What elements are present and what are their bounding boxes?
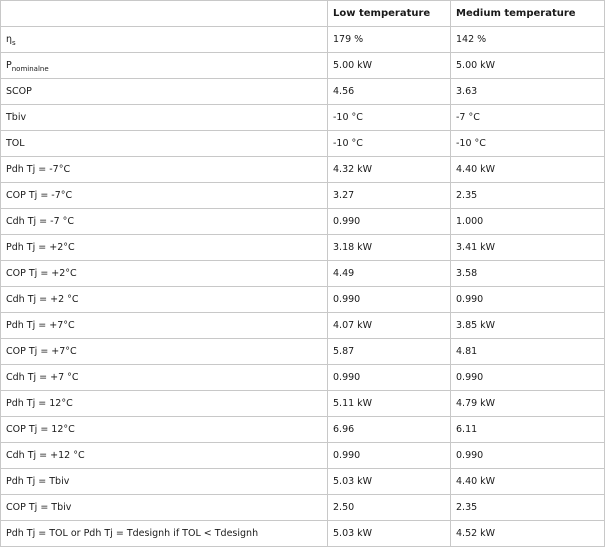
table-row <box>1 469 605 495</box>
medium-temperature-value: 0.990 <box>451 365 605 391</box>
table-row <box>1 365 605 391</box>
param-cell <box>1 105 328 131</box>
table-row <box>1 183 605 209</box>
medium-temperature-value: 4.52 kW <box>451 521 605 547</box>
param-label: Pdh Tj = +2°C <box>6 241 75 253</box>
low-temperature-value: 179 % <box>328 27 451 53</box>
header-row <box>1 1 605 27</box>
table-row <box>1 209 605 235</box>
param-label: SCOP <box>6 85 32 97</box>
medium-temperature-value: 4.40 kW <box>451 469 605 495</box>
param-label: Cdh Tj = +2 °C <box>6 293 79 305</box>
param-label: η <box>6 33 13 45</box>
table-row <box>1 27 605 53</box>
param-label: Cdh Tj = -7 °C <box>6 215 75 227</box>
param-cell <box>1 313 328 339</box>
low-temperature-value: 0.990 <box>328 365 451 391</box>
medium-temperature-value: 142 % <box>451 27 605 53</box>
table-row <box>1 443 605 469</box>
medium-temperature-value: -10 °C <box>451 131 605 157</box>
header-low-temperature: Low temperature <box>328 1 451 27</box>
low-temperature-value: 5.87 <box>328 339 451 365</box>
param-cell <box>1 287 328 313</box>
param-label: Pdh Tj = 12°C <box>6 397 73 409</box>
medium-temperature-value: 4.81 <box>451 339 605 365</box>
table-row <box>1 261 605 287</box>
param-cell <box>1 209 328 235</box>
low-temperature-value: 4.49 <box>328 261 451 287</box>
medium-temperature-value: 3.58 <box>451 261 605 287</box>
param-cell <box>1 79 328 105</box>
table-row <box>1 131 605 157</box>
medium-temperature-value: 0.990 <box>451 287 605 313</box>
medium-temperature-value: 3.85 kW <box>451 313 605 339</box>
param-cell <box>1 469 328 495</box>
low-temperature-value: 0.990 <box>328 209 451 235</box>
param-cell <box>1 53 328 79</box>
param-cell <box>1 261 328 287</box>
param-cell <box>1 417 328 443</box>
table-row <box>1 521 605 547</box>
low-temperature-value: 4.07 kW <box>328 313 451 339</box>
param-label: Pdh Tj = -7°C <box>6 163 71 175</box>
param-subscript: nominalne <box>11 64 49 73</box>
medium-temperature-value: 4.40 kW <box>451 157 605 183</box>
medium-temperature-value: 2.35 <box>451 183 605 209</box>
table-row <box>1 287 605 313</box>
low-temperature-value: 3.18 kW <box>328 235 451 261</box>
medium-temperature-value: 3.41 kW <box>451 235 605 261</box>
low-temperature-value: 5.03 kW <box>328 469 451 495</box>
param-label: COP Tj = 12°C <box>6 423 75 435</box>
medium-temperature-value: -7 °C <box>451 105 605 131</box>
param-cell <box>1 521 328 547</box>
table-row <box>1 105 605 131</box>
param-label: Pdh Tj = +7°C <box>6 319 75 331</box>
low-temperature-value: 2.50 <box>328 495 451 521</box>
param-cell <box>1 443 328 469</box>
header-medium-temperature: Medium temperature <box>451 1 605 27</box>
param-subscript: s <box>12 38 16 47</box>
param-cell <box>1 157 328 183</box>
low-temperature-value: 6.96 <box>328 417 451 443</box>
low-temperature-value: -10 °C <box>328 131 451 157</box>
medium-temperature-value: 2.35 <box>451 495 605 521</box>
medium-temperature-value: 3.63 <box>451 79 605 105</box>
table-row <box>1 417 605 443</box>
medium-temperature-value: 4.79 kW <box>451 391 605 417</box>
param-cell <box>1 339 328 365</box>
param-label: COP Tj = +7°C <box>6 345 77 357</box>
low-temperature-value: 0.990 <box>328 443 451 469</box>
medium-temperature-value: 6.11 <box>451 417 605 443</box>
param-cell <box>1 131 328 157</box>
param-label: Pdh Tj = Tbiv <box>6 475 70 487</box>
table-body <box>1 27 605 547</box>
table-row <box>1 495 605 521</box>
param-label: Cdh Tj = +7 °C <box>6 371 79 383</box>
param-label: Cdh Tj = +12 °C <box>6 449 85 461</box>
param-cell <box>1 365 328 391</box>
table-row <box>1 157 605 183</box>
table-row <box>1 79 605 105</box>
param-label: Pdh Tj = TOL or Pdh Tj = Tdesignh if TOL < Tdesignh <box>6 527 259 539</box>
medium-temperature-value: 5.00 kW <box>451 53 605 79</box>
header-parameter <box>1 1 328 27</box>
table-row <box>1 391 605 417</box>
table-row <box>1 313 605 339</box>
table-row <box>1 53 605 79</box>
param-cell <box>1 183 328 209</box>
table-row <box>1 339 605 365</box>
low-temperature-value: 4.56 <box>328 79 451 105</box>
param-label: COP Tj = Tbiv <box>6 501 72 513</box>
param-label: COP Tj = -7°C <box>6 189 73 201</box>
low-temperature-value: 4.32 kW <box>328 157 451 183</box>
low-temperature-value: 5.03 kW <box>328 521 451 547</box>
param-cell <box>1 495 328 521</box>
param-cell <box>1 235 328 261</box>
low-temperature-value: 3.27 <box>328 183 451 209</box>
low-temperature-value: -10 °C <box>328 105 451 131</box>
param-label: COP Tj = +2°C <box>6 267 77 279</box>
param-cell <box>1 391 328 417</box>
low-temperature-value: 0.990 <box>328 287 451 313</box>
low-temperature-value: 5.11 kW <box>328 391 451 417</box>
medium-temperature-value: 1.000 <box>451 209 605 235</box>
param-label: Tbiv <box>6 111 27 123</box>
medium-temperature-value: 0.990 <box>451 443 605 469</box>
table-row <box>1 235 605 261</box>
low-temperature-value: 5.00 kW <box>328 53 451 79</box>
param-cell <box>1 27 328 53</box>
param-label: P <box>6 59 12 71</box>
param-label: TOL <box>6 137 25 149</box>
